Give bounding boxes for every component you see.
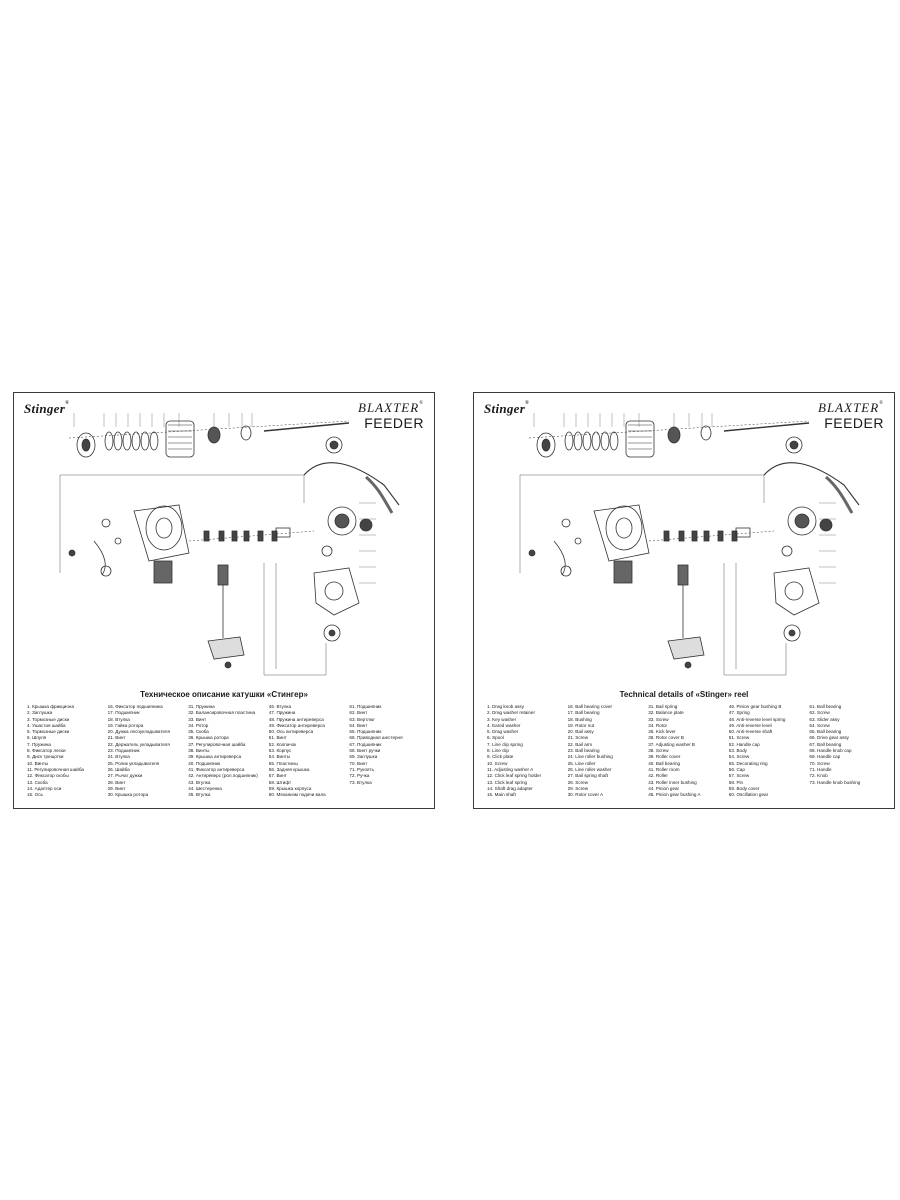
part-item: 25. Line roller xyxy=(567,760,596,766)
part-item: 51. Винт xyxy=(268,735,287,741)
part-item: 64. Винт xyxy=(349,722,368,728)
part-item: 57. Винт xyxy=(268,773,287,779)
sheet-title: Техническое описание катушки «Стингер» xyxy=(140,690,308,699)
part-item: 25. Ролик укладывателя xyxy=(107,760,160,766)
part-item: 6. Шпуля xyxy=(27,735,47,741)
parts-column xyxy=(809,704,887,798)
parts-list xyxy=(487,704,887,798)
part-item: 34. Ротор xyxy=(188,722,209,728)
part-item: 39. Крышка антиреверса xyxy=(188,754,242,760)
part-item: 69. Handle cap xyxy=(809,754,841,760)
part-item: 59. Крышка корпуса xyxy=(268,785,312,791)
part-item: 24. Втулка xyxy=(107,754,130,760)
part-item: 50. Ось антиреверса xyxy=(268,729,314,735)
part-item: 49. Фиксатор антиреверса xyxy=(268,722,325,728)
stinger-logo: Stinger® xyxy=(484,401,530,416)
parts-column xyxy=(349,704,427,798)
part-item: 69. Заглушка xyxy=(349,754,378,760)
part-item: 1. Крышка фрикциона xyxy=(27,704,75,709)
part-item: 2. Drag washer retainer xyxy=(487,710,536,716)
part-item: 50. Anti-reverse shaft xyxy=(728,729,773,735)
part-item: 45. Pinion gear bushing A xyxy=(648,792,701,798)
part-item: 21. Винт xyxy=(107,735,126,741)
part-item: 27. Рычаг дужки xyxy=(107,773,143,779)
part-item: 14. Shaft drag adapter xyxy=(487,785,533,791)
part-item: 20. Bail assy xyxy=(567,729,594,735)
part-item: 9. Диск трещотки xyxy=(27,754,64,760)
part-item: 14. Адаптер оси xyxy=(27,785,62,791)
part-item: 12. Фиксатор скобы xyxy=(27,773,69,779)
sheet-title: Technical details of «Stinger» reel xyxy=(619,690,749,699)
parts-sheet-russian xyxy=(13,392,435,809)
part-item: 11. Adjusting washer A xyxy=(487,766,534,772)
part-item: 57. Screw xyxy=(728,773,750,779)
part-item: 63. Вертлюг xyxy=(349,716,375,722)
parts-column xyxy=(568,704,646,798)
part-item: 43. Втулка xyxy=(188,779,211,785)
part-item: 52. Колпачок xyxy=(268,741,297,747)
part-item: 46. Pinion gear bushing B xyxy=(728,704,782,709)
part-item: 54. Screw xyxy=(728,754,750,760)
parts-column xyxy=(269,704,347,798)
parts-column xyxy=(648,704,726,798)
diagram-parts xyxy=(520,413,859,675)
part-item: 52. Handle cap xyxy=(728,741,760,747)
part-item: 7. Пружина xyxy=(27,741,51,747)
part-item: 47. Пружина xyxy=(268,710,296,716)
model-logo: BLAXTER® FEEDER xyxy=(358,400,424,431)
part-item: 29. Screw xyxy=(567,785,589,791)
part-item: 18. Втулка xyxy=(107,716,130,722)
part-item: 37. Adjusting washer B xyxy=(648,741,695,747)
part-item: 60. Oscillation gear xyxy=(728,792,769,798)
part-item: 26. Line roller washer xyxy=(567,766,612,772)
part-item: 11. Регулировочная шайба xyxy=(27,766,84,772)
part-item: 56. Задняя крышка xyxy=(268,766,310,772)
part-item: 4. Ушастая шайба xyxy=(27,722,66,728)
stinger-logo: Stinger® xyxy=(24,401,70,416)
part-item: 17. Подшипник xyxy=(107,710,140,716)
parts-list xyxy=(27,704,427,798)
part-item: 49. Anti-reverse level xyxy=(728,722,772,728)
parts-column xyxy=(108,704,186,798)
parts-column xyxy=(487,704,565,798)
part-item: 42. Roller xyxy=(648,773,668,779)
part-item: 28. Screw xyxy=(567,779,589,785)
part-item: 38. Винты xyxy=(188,748,210,754)
part-item: 36. Rotor cover B xyxy=(648,735,684,741)
part-item: 72. Ручка xyxy=(349,773,370,779)
part-item: 10. Screw xyxy=(487,760,508,766)
part-item: 18. Bushing xyxy=(567,716,592,722)
part-item: 10. Винты xyxy=(27,760,49,766)
part-item: 6. Spool xyxy=(487,735,504,741)
part-item: 65. Подшипник xyxy=(349,729,382,735)
part-item: 38. Screw xyxy=(648,748,669,754)
part-item: 32. Балансировочная пластина xyxy=(188,710,256,716)
part-item: 32. Balance plate xyxy=(648,710,684,716)
part-item: 2. Заглушка xyxy=(27,710,53,716)
part-item: 34. Rotor xyxy=(648,722,668,728)
parts-column xyxy=(27,704,105,798)
part-item: 68. Handle knob cap xyxy=(809,748,852,754)
part-item: 39. Roller cover xyxy=(648,754,681,760)
part-item: 23. Ball bearing xyxy=(567,748,600,754)
part-item: 46. Втулка xyxy=(268,704,292,709)
part-item: 23. Подшипник xyxy=(107,748,140,754)
part-item: 5. Drag washer xyxy=(487,729,519,735)
part-item: 31. Пружина xyxy=(188,704,215,709)
part-item: 51. Screw xyxy=(728,735,750,741)
part-item: 22. Bail arm xyxy=(567,741,593,747)
part-item: 33. Screw xyxy=(648,716,669,722)
parts-sheet-english xyxy=(473,392,895,809)
part-item: 29. Винт xyxy=(107,785,126,791)
part-item: 13. Скоба xyxy=(27,779,48,785)
part-item: 44. Шестеренка xyxy=(188,785,222,791)
part-item: 27. Bail spring shaft xyxy=(567,773,608,779)
part-item: 3. Key washer xyxy=(487,716,517,722)
parts-column xyxy=(729,704,807,798)
part-item: 22. Держатель укладывателя xyxy=(107,741,170,747)
part-item: 70. Screw xyxy=(809,760,830,766)
part-item: 58. Pin xyxy=(728,779,744,785)
part-item: 19. Гайка ротора xyxy=(107,722,144,728)
part-item: 35. Kick lever xyxy=(648,729,676,735)
part-item: 64. Screw xyxy=(809,722,830,728)
part-item: 63. Slider assy xyxy=(809,716,840,722)
part-item: 8. Line clip xyxy=(487,748,509,754)
model-logo: BLAXTER® FEEDER xyxy=(818,400,884,431)
part-item: 62. Винт xyxy=(349,710,368,716)
part-item: 59. Body cover xyxy=(728,785,760,791)
part-item: 67. Ball bearing xyxy=(809,741,842,747)
part-item: 56. Cap xyxy=(728,766,745,772)
part-item: 15. Main shaft xyxy=(487,792,516,798)
part-item: 66. Drive gear assy xyxy=(809,735,849,741)
part-item: 15. Ось xyxy=(27,792,43,798)
part-item: 21. Screw xyxy=(567,735,589,741)
exploded-reel-diagram xyxy=(14,393,434,688)
part-item: 20. Дужка лесоукладывателя xyxy=(107,729,170,735)
part-item: 47. Spring xyxy=(728,710,750,716)
part-item: 61. Подшипник xyxy=(349,704,382,709)
part-item: 28. Винт xyxy=(107,779,126,785)
part-item: 33. Винт xyxy=(188,716,207,722)
part-item: 13. Click leaf spring xyxy=(487,779,528,785)
part-item: 16. Ball bearing cover xyxy=(567,704,613,709)
part-item: 17. Ball bearing xyxy=(567,710,600,716)
part-item: 3. Тормозные диски xyxy=(27,716,70,722)
part-item: 30. Rotor cover A xyxy=(567,792,604,798)
part-item: 43. Roller inner bushing xyxy=(648,779,697,785)
part-item: 73. Втулка xyxy=(349,779,372,785)
part-item: 55. Пластины xyxy=(268,760,298,766)
part-item: 36. Крышка ротора xyxy=(188,735,229,741)
part-item: 41. Фиксатор антиреверса xyxy=(188,766,245,772)
part-item: 71. Рукоять xyxy=(349,766,375,772)
part-item: 35. Скоба xyxy=(188,729,209,735)
part-item: 8. Фиксатор лески xyxy=(27,748,66,754)
part-item: 67. Подшипник xyxy=(349,741,382,747)
part-item: 24. Line roller bushing xyxy=(567,754,613,760)
part-item: 26. Шайба xyxy=(107,766,130,772)
part-item: 40. Подшипник xyxy=(188,760,221,766)
part-item: 53. Корпус xyxy=(268,748,292,754)
part-item: 54. Винты xyxy=(268,754,291,760)
part-item: 31. Bail spring xyxy=(648,704,678,709)
part-item: 4. Eared washer xyxy=(487,722,521,728)
diagram-parts xyxy=(60,413,399,675)
part-item: 70. Винт xyxy=(349,760,368,766)
part-item: 12. Click leaf spring holder xyxy=(487,773,542,779)
part-item: 68. Винт ручки xyxy=(349,748,381,754)
part-item: 1. Drag knob assy xyxy=(487,704,525,709)
part-item: 66. Приводная шестерня xyxy=(349,735,403,741)
part-item: 60. Механизм подачи вала xyxy=(268,792,326,798)
part-item: 48. Anti-reverse level spring xyxy=(728,716,786,722)
part-item: 7. Line clip spring xyxy=(487,741,523,747)
part-item: 16. Фиксатор подшипника xyxy=(107,704,163,709)
part-item: 37. Регулировочная шайба xyxy=(188,741,246,747)
part-item: 48. Пружина антиреверса xyxy=(268,716,324,722)
part-item: 61. Ball bearing xyxy=(809,704,842,709)
part-item: 45. Втулка xyxy=(188,792,211,798)
part-item: 42. Антиреверс (рол.подшипник) xyxy=(188,773,258,779)
exploded-reel-diagram xyxy=(474,393,894,688)
part-item: 72. Knob xyxy=(809,773,828,779)
part-item: 65. Ball bearing xyxy=(809,729,842,735)
part-item: 5. Тормозные диски xyxy=(27,729,70,735)
part-item: 55. Decorating ring xyxy=(728,760,768,766)
part-item: 19. Rotor nut xyxy=(567,722,595,728)
parts-column xyxy=(188,704,266,798)
part-item: 44. Pinion gear xyxy=(648,785,680,791)
part-item: 53. Body xyxy=(728,748,747,754)
part-item: 40. Ball bearing xyxy=(648,760,681,766)
part-item: 9. Click plate xyxy=(487,754,514,760)
part-item: 71. Handle xyxy=(809,766,832,772)
part-item: 58. Штифт xyxy=(268,779,292,785)
part-item: 62. Screw xyxy=(809,710,830,716)
part-item: 41. Roller room xyxy=(648,766,680,772)
part-item: 30. Крышка ротора xyxy=(107,792,149,798)
part-item: 73. Handle knob bushing xyxy=(809,779,861,785)
